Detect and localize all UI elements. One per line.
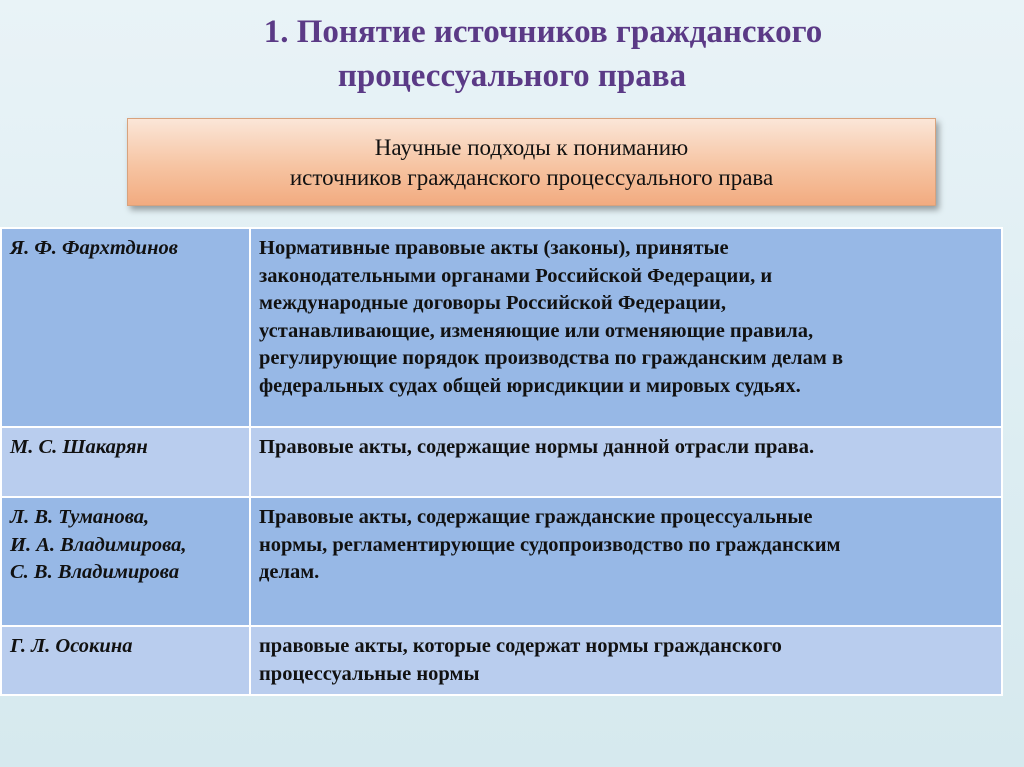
author-name: Я. Ф. Фархтдинов bbox=[10, 237, 178, 259]
definition-line: законодательными органами Российской Федерации, и bbox=[259, 264, 773, 287]
table-row bbox=[1, 497, 1002, 626]
definition-cell bbox=[250, 626, 1002, 695]
table-row bbox=[1, 626, 1002, 695]
definition-line: Правовые акты, содержащие нормы данной отрасли права. bbox=[259, 436, 815, 458]
definition-line: правовые акты, которые содержат нормы гражданского bbox=[259, 635, 782, 657]
subtitle-line-2: источников гражданского процессуального права bbox=[289, 165, 774, 190]
table-row bbox=[1, 427, 1002, 497]
definition-line: делам. bbox=[259, 561, 320, 583]
slide-title bbox=[0, 10, 1024, 98]
subtitle-line-1: Научные подходы к пониманию bbox=[374, 135, 689, 160]
author-name: М. С. Шакарян bbox=[10, 436, 148, 458]
definition-cell bbox=[250, 427, 1002, 497]
author-cell bbox=[1, 626, 250, 695]
author-name: Г. Л. Осокина bbox=[10, 635, 133, 657]
definition-line: процессуальные нормы bbox=[259, 662, 480, 685]
definition-line: федеральных судах общей юрисдикции и мировых судьях. bbox=[259, 374, 801, 397]
definition-line: регулирующие порядок производства по гражданским делам в bbox=[259, 347, 844, 369]
definition-line: Правовые акты, содержащие гражданские процессуальные bbox=[259, 506, 813, 528]
author-cell bbox=[1, 228, 250, 427]
author-cell bbox=[1, 427, 250, 497]
definition-line: международные договоры Российской Федерации, bbox=[259, 292, 726, 314]
definition-line: Нормативные правовые акты (законы), принятые bbox=[259, 237, 729, 259]
definition-line: устанавливающие, изменяющие или отменяющие правила, bbox=[259, 319, 814, 342]
subtitle-box bbox=[127, 118, 936, 206]
table-row bbox=[1, 228, 1002, 427]
author-name: С. В. Владимирова bbox=[10, 561, 180, 583]
slide-title-line-1: 1. Понятие источников гражданского bbox=[263, 14, 823, 50]
author-name: Л. В. Туманова, bbox=[10, 506, 150, 528]
sources-table bbox=[0, 227, 1003, 696]
author-cell bbox=[1, 497, 250, 626]
definition-cell bbox=[250, 228, 1002, 427]
definition-line: нормы, регламентирующие судопроизводство по гражданским bbox=[259, 533, 841, 556]
slide-title-line-2: процессуального права bbox=[337, 58, 687, 94]
definition-cell bbox=[250, 497, 1002, 626]
author-name: И. А. Владимирова, bbox=[10, 533, 187, 556]
